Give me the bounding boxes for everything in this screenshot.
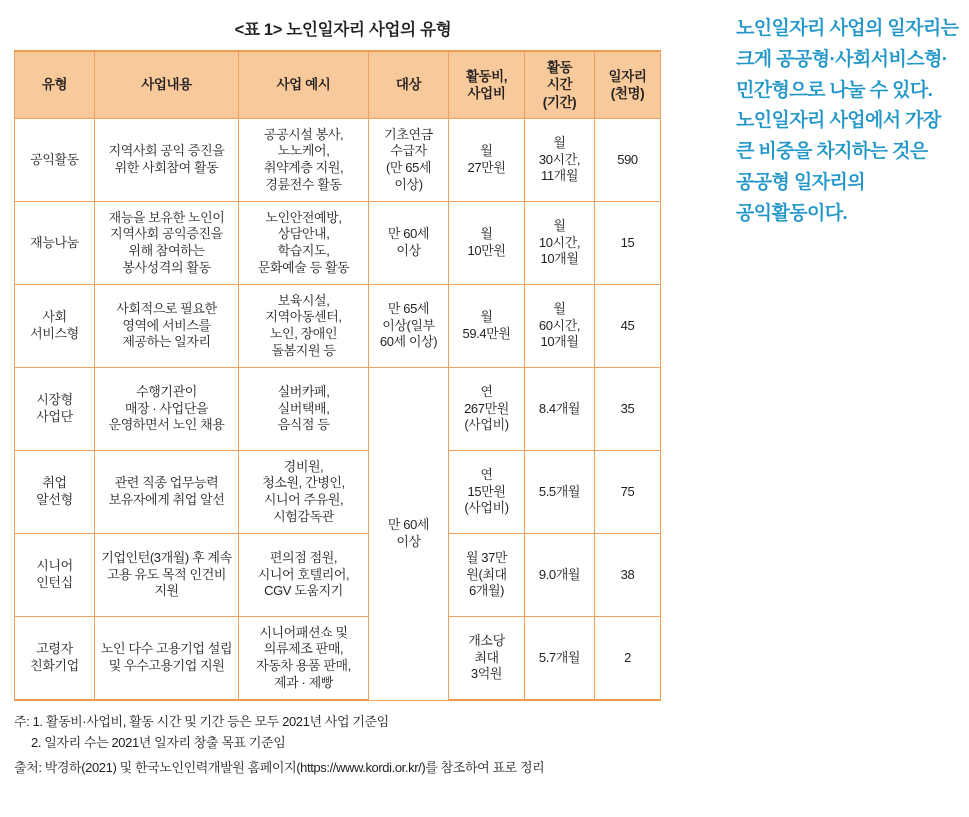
sidebar-pullquote: 노인일자리 사업의 일자리는 크게 공공형·사회서비스형·민간형으로 나눌 수 있다. 노인일자리 사업에서 가장 큰 비중을 차지하는 것은 공공형 일자리의 공익활동이다. [736,18,959,224]
column-header-cost-line2: 사업비 [467,86,506,101]
table-row [15,368,661,451]
cell-content: 노인 다수 고용기업 설립 및 우수고용기업 지원 [95,617,239,701]
table-note-1: 주: 1. 활동비·사업비, 활동 시간 및 기간 등은 모두 2021년 사업 기준임 [14,714,389,729]
cell-cost: 월 27만원 [449,119,525,202]
column-header-time [525,51,595,119]
table-row [15,451,661,534]
table-row [15,285,661,368]
column-header-jobs-line1: 일자리 [608,68,647,84]
cell-type: 시니어 인턴십 [15,534,95,617]
cell-content: 관련 직종 업무능력 보유자에게 취업 알선 [95,451,239,534]
cell-content: 수행기관이 매장 · 사업단을 운영하면서 노인 채용 [95,368,239,451]
cell-content: 사회적으로 필요한 영역에 서비스를 제공하는 일자리 [95,285,239,368]
cell-example: 편의점 점원, 시니어 호텔리어, CGV 도움지기 [239,534,369,617]
cell-jobs: 75 [595,451,661,534]
cell-time: 5.5개월 [525,451,595,534]
cell-cost: 연 15만원 (사업비) [449,451,525,534]
column-header-time-line2: 시간 [546,77,573,93]
cell-type: 시장형 사업단 [15,368,95,451]
table-notes [14,711,672,778]
column-header-content: 사업내용 [95,51,239,119]
cell-target-merged: 만 60세 이상 [369,368,449,701]
cell-example: 보육시설, 지역아동센터, 노인, 장애인 돌봄지원 등 [239,285,369,368]
cell-time: 월 60시간, 10개월 [525,285,595,368]
sidebar-column [736,14,961,229]
cell-jobs: 590 [595,119,661,202]
table-header-row [15,51,661,119]
table-row [15,617,661,701]
cell-target: 기초연금 수급자 (만 65세 이상) [369,119,449,202]
table-body [15,119,661,701]
table-header [15,51,661,119]
cell-time: 5.7개월 [525,617,595,701]
column-header-jobs-line2: (천명) [610,86,645,101]
column-header-time-line1: 활동 [546,60,573,76]
cell-type: 취업 알선형 [15,451,95,534]
cell-cost: 월 10만원 [449,202,525,285]
cell-example: 시니어패션쇼 및 의류제조 판매, 자동차 용품 판매, 제과 · 제빵 [239,617,369,701]
table-source: 출처: 박경하(2021) 및 한국노인인력개발원 홈페이지(https://www.kordi.or.kr/)를 참조하여 표로 정리 [14,759,545,775]
cell-jobs: 38 [595,534,661,617]
cell-content: 재능을 보유한 노인이 지역사회 공익증진을 위해 참여하는 봉사성격의 활동 [95,202,239,285]
cell-example: 공공시설 봉사, 노노케어, 취약계층 지원, 경륜전수 활동 [239,119,369,202]
cell-type: 공익활동 [15,119,95,202]
cell-jobs: 2 [595,617,661,701]
cell-time: 8.4개월 [525,368,595,451]
cell-example: 노인안전예방, 상담안내, 학습지도, 문화예술 등 활동 [239,202,369,285]
cell-type: 사회 서비스형 [15,285,95,368]
table-row [15,534,661,617]
cell-time: 9.0개월 [525,534,595,617]
column-header-jobs [595,51,661,119]
table-title: <표 1> 노인일자리 사업의 유형 [234,21,452,39]
cell-time: 월 30시간, 11개월 [525,119,595,202]
column-header-example: 사업 예시 [239,51,369,119]
cell-cost: 개소당 최대 3억원 [449,617,525,701]
column-header-type: 유형 [15,51,95,119]
cell-example: 경비원, 청소원, 간병인, 시니어 주유원, 시험감독관 [239,451,369,534]
cell-time: 월 10시간, 10개월 [525,202,595,285]
table-note-2: 2. 일자리 수는 2021년 일자리 창출 목표 기준임 [31,735,286,751]
cell-target: 만 65세 이상(일부 60세 이상) [369,285,449,368]
cell-jobs: 35 [595,368,661,451]
table-row [15,202,661,285]
cell-type: 고령자 친화기업 [15,617,95,701]
job-types-table [14,50,661,701]
table-row [15,119,661,202]
cell-cost: 월 37만 원(최대 6개월) [449,534,525,617]
column-header-cost-line1: 활동비, [465,68,508,84]
cell-content: 기업인턴(3개월) 후 계속 고용 유도 목적 인건비 지원 [95,534,239,617]
cell-jobs: 15 [595,202,661,285]
column-header-time-line3: (기간) [542,94,577,110]
cell-target: 만 60세 이상 [369,202,449,285]
cell-content: 지역사회 공익 증진을 위한 사회참여 활동 [95,119,239,202]
cell-cost: 월 59.4만원 [449,285,525,368]
column-header-target: 대상 [369,51,449,119]
column-header-cost [449,51,525,119]
cell-type: 재능나눔 [15,202,95,285]
cell-example: 실버카페, 실버택배, 음식점 등 [239,368,369,451]
cell-cost: 연 267만원 (사업비) [449,368,525,451]
cell-jobs: 45 [595,285,661,368]
